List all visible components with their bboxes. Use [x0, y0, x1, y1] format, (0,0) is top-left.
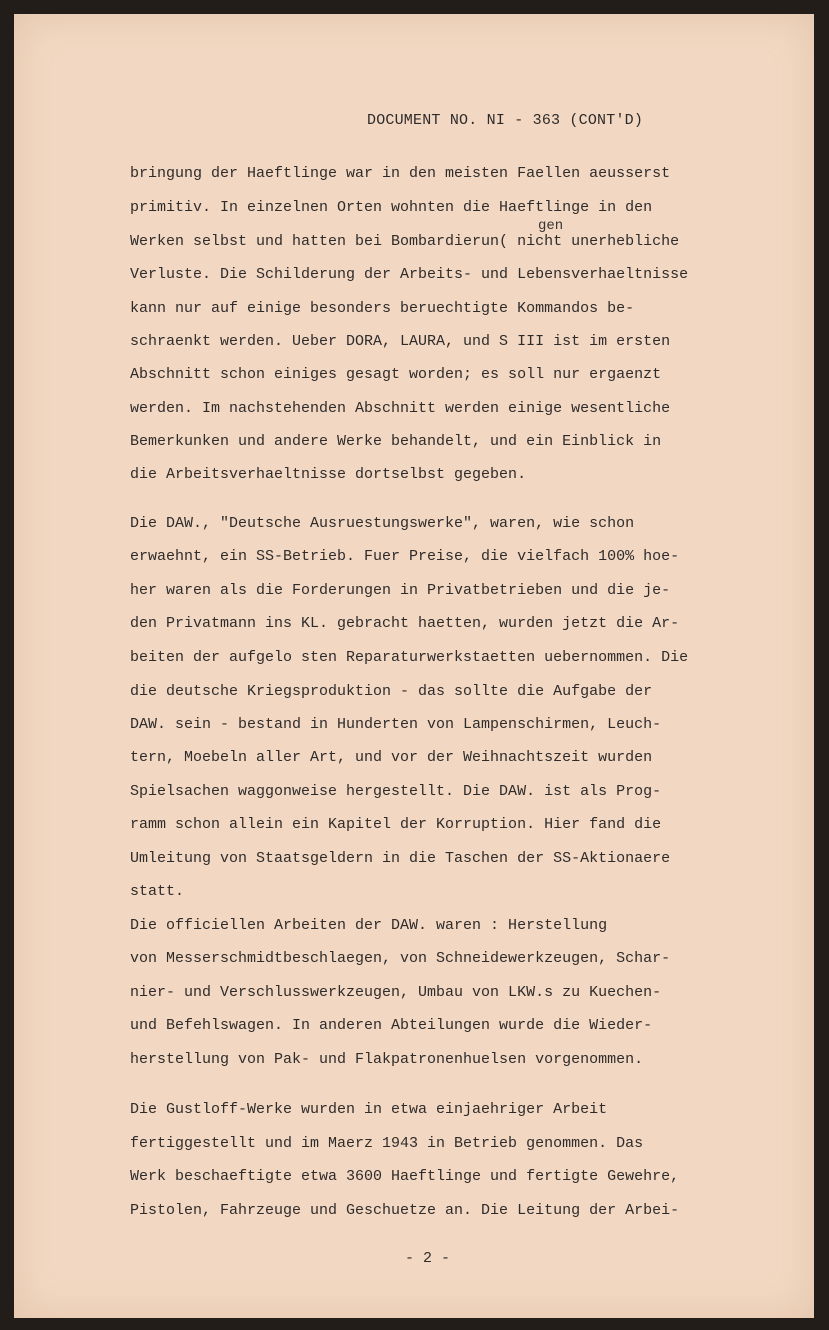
- text-line: die Arbeitsverhaeltnisse dortselbst gegeben.: [130, 466, 527, 483]
- text-line: Pistolen, Fahrzeuge und Geschuetze an. Die Leitung der Arbei-: [130, 1202, 680, 1219]
- text-line: her waren als die Forderungen in Privatbetrieben und die je-: [130, 582, 671, 599]
- text-line: Bemerkunken und andere Werke behandelt, und ein Einblick in: [130, 433, 662, 450]
- handwritten-insert: gen: [538, 218, 564, 234]
- text-line: DAW. sein - bestand in Hunderten von Lampenschirmen, Leuch-: [130, 716, 662, 733]
- text-line: werden. Im nachstehenden Abschnitt werden einige wesentliche: [130, 400, 671, 417]
- text-line: von Messerschmidtbeschlaegen, von Schneidewerkzeugen, Schar-: [130, 950, 671, 967]
- text-line: beiten der aufgelo sten Reparaturwerkstaetten uebernommen. Die: [130, 649, 689, 666]
- text-line: erwaehnt, ein SS-Betrieb. Fuer Preise, die vielfach 100% hoe-: [130, 548, 680, 565]
- text-line: statt.: [130, 883, 185, 900]
- text-line: den Privatmann ins KL. gebracht haetten, wurden jetzt die Ar-: [130, 615, 680, 632]
- text-line: Die Gustloff-Werke wurden in etwa einjaehriger Arbeit: [130, 1101, 608, 1118]
- text-line: kann nur auf einige besonders beruechtigte Kommandos be-: [130, 300, 635, 317]
- text-line: die deutsche Kriegsproduktion - das sollte die Aufgabe der: [130, 683, 653, 700]
- text-line: herstellung von Pak- und Flakpatronenhuelsen vorgenommen.: [130, 1051, 644, 1068]
- text-line: und Befehlswagen. In anderen Abteilungen wurde die Wieder-: [130, 1017, 653, 1034]
- text-line: Werk beschaeftigte etwa 3600 Haeftlinge und fertigte Gewehre,: [130, 1168, 680, 1185]
- text-line: Die officiellen Arbeiten der DAW. waren : Herstellung: [130, 917, 608, 934]
- text-line: Umleitung von Staatsgeldern in die Taschen der SS-Aktionaere: [130, 850, 671, 867]
- document-number-header: DOCUMENT NO. NI - 363 (CONT'D): [367, 112, 644, 129]
- text-line: bringung der Haeftlinge war in den meisten Faellen aeusserst: [130, 165, 671, 182]
- text-line: Die DAW., "Deutsche Ausruestungswerke", waren, wie schon: [130, 515, 635, 532]
- text-line: Spielsachen waggonweise hergestellt. Die DAW. ist als Prog-: [130, 783, 662, 800]
- text-line: schraenkt werden. Ueber DORA, LAURA, und S III ist im ersten: [130, 333, 671, 350]
- text-line: fertiggestellt und im Maerz 1943 in Betrieb genommen. Das: [130, 1135, 644, 1152]
- text-line: Abschnitt schon einiges gesagt worden; es soll nur ergaenzt: [130, 366, 662, 383]
- text-line: Werken selbst und hatten bei Bombardierun( nicht unerhebliche: [130, 233, 680, 250]
- text-line: nier- und Verschlusswerkzeugen, Umbau von LKW.s zu Kuechen-: [130, 984, 662, 1001]
- page-number: - 2 -: [405, 1250, 451, 1267]
- text-line: Verluste. Die Schilderung der Arbeits- und Lebensverhaeltnisse: [130, 266, 689, 283]
- text-line: tern, Moebeln aller Art, und vor der Weihnachtszeit wurden: [130, 749, 653, 766]
- text-line: ramm schon allein ein Kapitel der Korruption. Hier fand die: [130, 816, 662, 833]
- text-line: primitiv. In einzelnen Orten wohnten die Haeftlinge in den: [130, 199, 653, 216]
